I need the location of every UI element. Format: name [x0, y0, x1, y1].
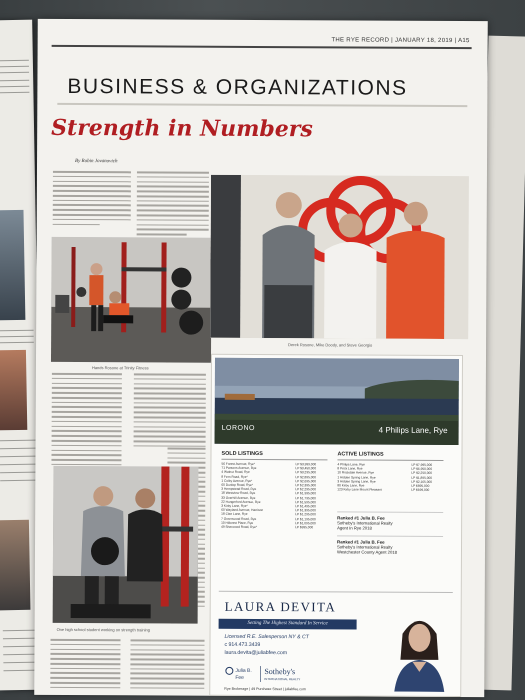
logo-text-2: Fee [235, 674, 244, 681]
ad-featured-address: 4 Philips Lane, Rye [378, 425, 448, 435]
article-headline: Strength in Numbers [51, 114, 313, 143]
sold-listing-address: 60 Dunlop Road, Rye* [221, 482, 254, 487]
active-listings-heading: ACTIVE LISTINGS [337, 451, 384, 458]
sold-listing-address: 1 Colby Avenue, Rye* [221, 478, 253, 483]
article-text-col1-bottom [50, 639, 120, 692]
ranking-box-1 [337, 511, 443, 531]
real-estate-ad [209, 354, 463, 697]
sold-listing-address: 49 Sherwood Road, Rye* [221, 524, 258, 529]
active-listing-price: LP $1,895,000 [411, 475, 433, 480]
sold-listing-price: LP $1,295,000 [295, 512, 316, 517]
ranking-box-2 [337, 535, 443, 555]
sold-listing-price: LP $1,395,000 [295, 508, 316, 513]
sold-listing-price: LP $1,995,000 [295, 491, 316, 496]
rank-2-title: Ranked #1 Julia B. Fee [337, 539, 385, 545]
sold-listing-address: 8 Fern Road, Rye* [221, 474, 248, 479]
photo-team-caption: Derek Rosone, Mike Doody, and Steve Georgio [288, 342, 373, 348]
article-byline: By Robin Jovanovich [75, 159, 118, 165]
article-text-col1-mid [51, 373, 121, 469]
article-text-col2-mid [134, 373, 206, 450]
logo-text-3: Sotheby's [264, 667, 296, 677]
sold-listing-price: LP $1,795,000 [295, 495, 316, 500]
ad-brand: LORONO [221, 424, 255, 432]
rank-1-title: Ranked #1 Julia B. Fee [337, 515, 385, 521]
active-listing-price: LP $2,250,000 [411, 471, 433, 476]
active-listing-price: LP $7,995,000 [411, 462, 433, 467]
article-text-col1-top [53, 171, 131, 229]
active-listing-price: LP $895,000 [411, 483, 430, 488]
sold-listing-address: 3 Kirby Lane, Rye* [221, 503, 248, 508]
sold-listing-address: 18 Clee Lane, Rye [221, 512, 248, 517]
active-listing-price: LP $699,000 [411, 487, 430, 493]
agent-name: LAURA DEVITA [224, 598, 337, 615]
active-listing-address: 3 Hidden Spring Lane, Rye [337, 479, 376, 484]
agent-phone: c 914.473.3439 [224, 641, 261, 649]
sold-listing-address: 10 Hillcrest Place, Rye [221, 520, 254, 525]
article-text-col2-top [137, 171, 209, 238]
active-listing-address: 1 Hidden Spring Lane, Rye [337, 474, 376, 480]
rank-1-sub: Sotheby's International Realty [337, 520, 393, 526]
adjacent-photo [0, 350, 27, 431]
rank-2-sub2: Westchester County Agent 2018 [336, 549, 397, 555]
agent-email: laura.devita@juliabfee.com [224, 649, 288, 657]
sold-listing-address: 33 Overhill Avenue, Rye [221, 495, 256, 500]
sold-listing-price: LP $3,450,000 [295, 466, 317, 471]
photo-training-caption: One high school student working on strength training [56, 626, 150, 633]
active-listing-address: 4 Philips Lane, Rye [337, 462, 365, 467]
agent-license: Licensed R.E. Salesperson NY & CT [224, 633, 309, 641]
sold-listing-price: LP $2,695,000 [295, 478, 317, 484]
logo-text-1: Julia B. [235, 667, 252, 674]
sold-listing-address: 22 Hungerford Avenue, Rye [221, 499, 261, 504]
active-listing-address: 10 Rockdale Avenue, Rye [337, 470, 375, 475]
logo-text-4: INTERNATIONAL REALTY [264, 677, 301, 682]
masthead: THE RYE RECORD | JANUARY 18, 2019 | A15 [331, 37, 470, 45]
rank-1-sub2: Agent In Rye 2018 [337, 525, 372, 531]
adjacent-photo [0, 210, 25, 321]
sold-listing-address: 7 Greenwood Road, Rye [221, 516, 257, 521]
sold-listings-heading: SOLD LISTINGS [221, 450, 263, 458]
sold-listing-address: 71 Parsons Avenue, Rye [221, 465, 257, 471]
photo-gym-caption: Hands Rosone at Trinity Fitness [91, 365, 149, 371]
active-listing-address: 80 Kirby Lane, Rye [337, 483, 365, 488]
sold-listing-price: LP $3,999,000 [295, 462, 317, 467]
sold-listing-price: LP $1,595,000 [295, 499, 316, 505]
sold-listing-price: LP $995,000 [295, 525, 314, 530]
sothebys-logo [224, 665, 334, 684]
sold-listing-price: LP $2,295,000 [295, 487, 317, 492]
ad-divider [219, 591, 453, 593]
active-listing-price: LP $6,950,000 [411, 466, 433, 472]
sold-listing-address: 60 Wayland Avenue, Harrison [221, 507, 264, 513]
photo-gym [51, 237, 212, 363]
active-listing-address: 8 Peck Lane, Rye [337, 466, 363, 471]
section-rule [57, 103, 467, 107]
sold-listing-price: LP $1,495,000 [295, 504, 316, 509]
header-rule [52, 45, 472, 49]
sold-listing-price: LP $2,395,000 [295, 483, 317, 488]
sold-listing-price: LP $1,195,000 [295, 516, 316, 521]
article-text-col2-bottom [130, 639, 204, 692]
sold-listing-address: 18 Westview Road, Rye [221, 491, 256, 496]
adjacent-photo [0, 520, 30, 611]
rank-2-sub: Sotheby's International Realty [336, 544, 393, 550]
ad-footer: Rye Brokerage | 49 Purchase Street | juliabfee.com [224, 686, 307, 692]
sold-listing-address: 3 Hempstead Road, Rye [221, 486, 257, 492]
photo-training [53, 466, 199, 624]
sold-listing-address: 4 Walnut Road, Rye [221, 470, 250, 475]
sold-listing-price: LP $3,295,000 [295, 470, 317, 475]
photo-team [210, 175, 469, 339]
sold-listing-address: 56 Forest Avenue, Rye* [221, 461, 256, 466]
active-listing-price: LP $2,165,000 [411, 479, 433, 484]
agent-portrait [388, 606, 450, 692]
section-title: BUSINESS & ORGANIZATIONS [67, 74, 408, 100]
sold-listing-price: LP $1,095,000 [295, 520, 316, 526]
newspaper-page [34, 19, 488, 697]
active-rule [337, 459, 443, 461]
sold-listing-price: LP $2,895,000 [295, 474, 317, 479]
agent-tagline: Setting The Highest Standard In Service [219, 619, 357, 630]
sold-rule [221, 459, 327, 461]
active-listing-address: 123 Kirby Lane Mount Pleasant [337, 487, 382, 492]
